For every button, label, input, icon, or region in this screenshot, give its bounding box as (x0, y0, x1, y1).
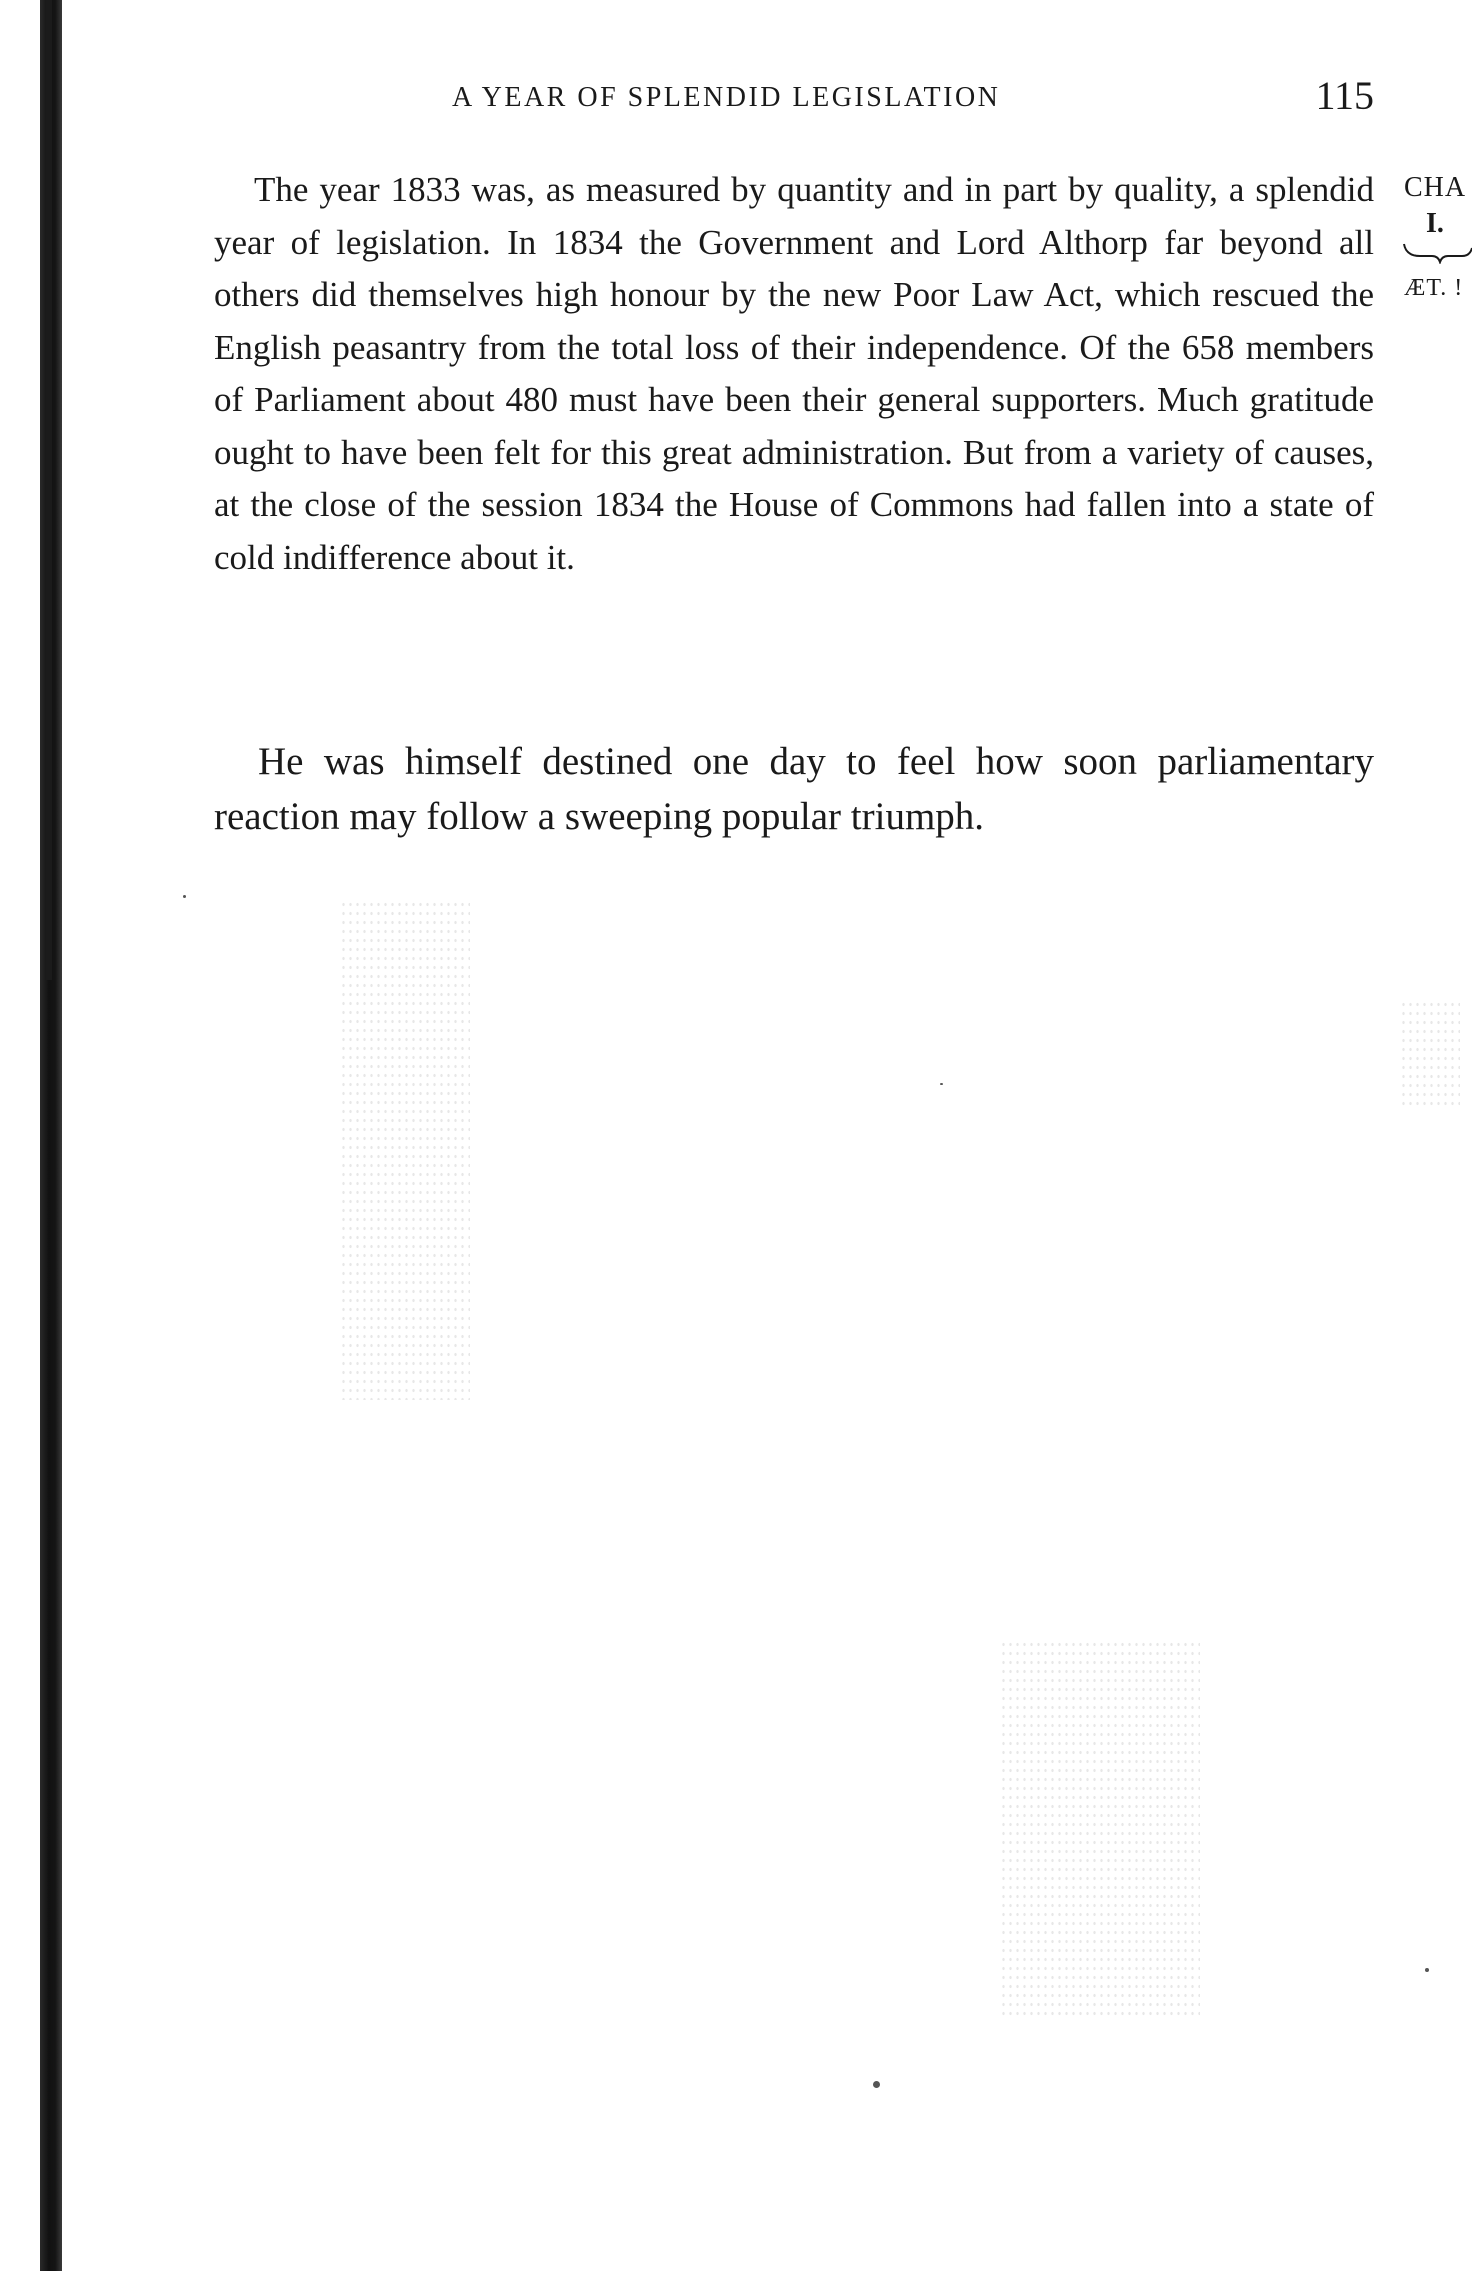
side-note-age: ÆT. ! (1404, 275, 1464, 301)
running-head (214, 73, 1374, 128)
ink-speck (940, 1083, 943, 1085)
bleed-through-2 (1000, 1640, 1200, 2020)
bleed-through-1 (340, 900, 470, 1400)
bleed-through-3 (1400, 1000, 1460, 1110)
book-spine-edge (46, 0, 52, 980)
side-note (1404, 170, 1480, 306)
page-number: 115 (1315, 73, 1374, 118)
body-text (214, 164, 1374, 584)
paragraph-legislation: The year 1833 was, as measured by quantity and in part by quality, a splendid year of legislation. In 1834 the Government and Lord Althorp far beyond all others did themselves high honour by the new Poor Law Act, which rescued the English peasantry from the total loss of their independence. Of the 658 members of Parliament about 480 must have been their general supporters. Much gratitude ought to have been felt for this great administration. But from a variety of causes, at the close of the session 1834 the House of Commons had fallen into a state of cold indifference about it. (214, 170, 1374, 577)
side-note-chapter: CHA (1404, 172, 1467, 203)
side-note-number: I. (1426, 208, 1444, 239)
ink-speck (1425, 1968, 1429, 1972)
running-title: A YEAR OF SPLENDID LEGISLATION (452, 82, 1001, 113)
ink-speck (873, 2081, 880, 2088)
paragraph-reaction: He was himself destined one day to feel how soon parliamentary reaction may follow a sweeping popular triumph. (214, 740, 1374, 838)
brace-icon (1402, 242, 1472, 264)
ink-speck (183, 895, 186, 898)
